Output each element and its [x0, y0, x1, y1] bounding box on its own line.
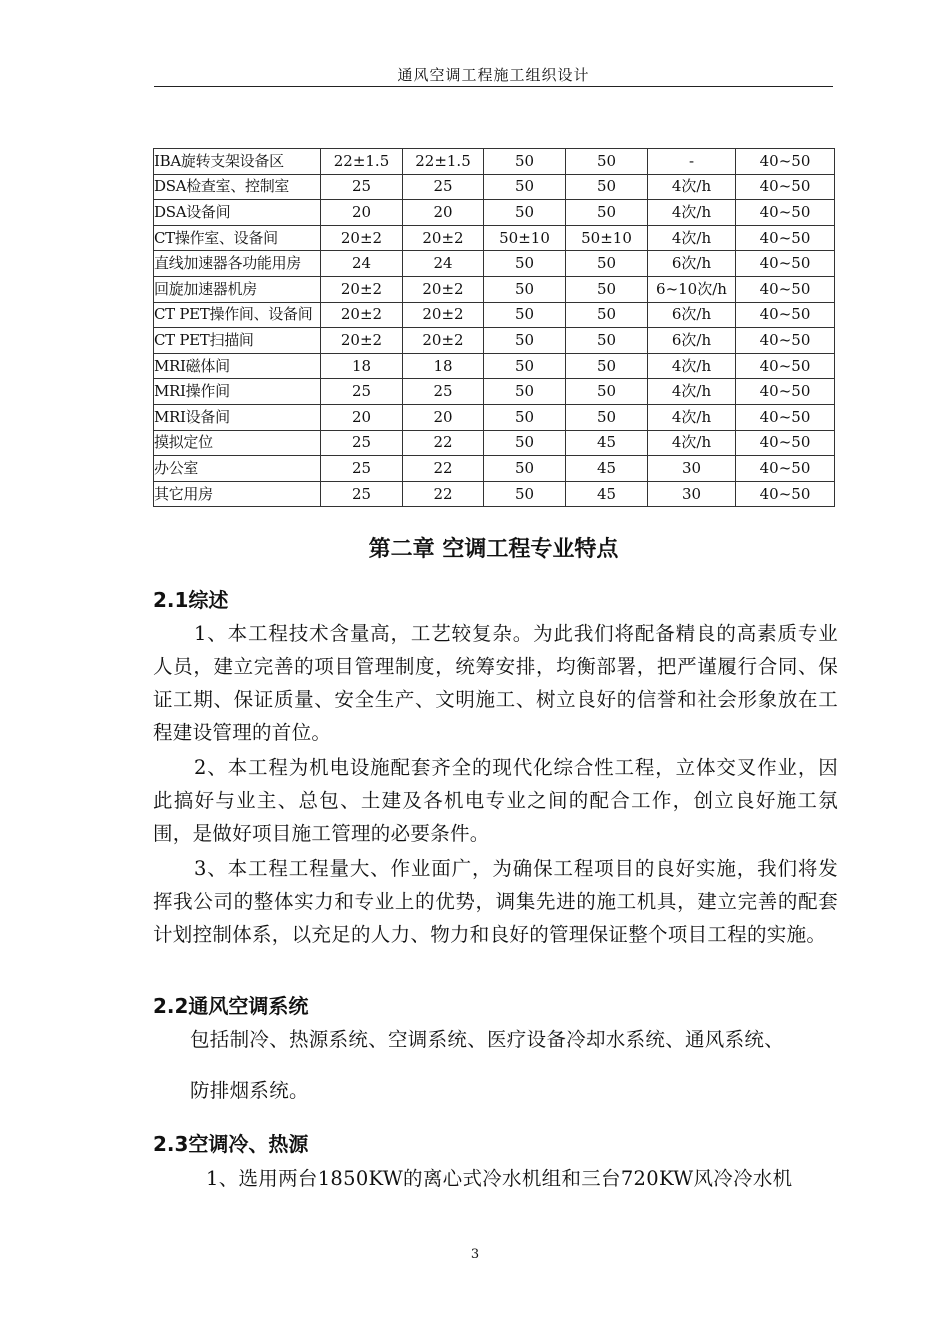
table-cell: 50	[484, 328, 566, 354]
table-cell: 20±2	[403, 328, 484, 354]
table-cell: 20±2	[321, 302, 403, 328]
table-cell: 25	[321, 174, 403, 200]
table-cell: 50	[566, 328, 648, 354]
source-line-1: 1、选用两台1850KW的离心式冷水机组和三台720KW风冷冷水机	[206, 1167, 793, 1190]
header-rule	[154, 86, 833, 87]
systems-line-2: 防排烟系统。	[190, 1079, 309, 1102]
table-cell: 4次/h	[648, 430, 736, 456]
table-cell: 4次/h	[648, 353, 736, 379]
table-cell: 40~50	[736, 251, 835, 277]
table-cell: 50	[484, 430, 566, 456]
table-cell: 25	[321, 456, 403, 482]
table-cell: 40~50	[736, 481, 835, 507]
table-row	[154, 353, 835, 379]
table-cell: 20	[403, 200, 484, 226]
table-cell: 45	[566, 481, 648, 507]
table-cell: -	[648, 149, 736, 175]
table-cell: 22	[403, 481, 484, 507]
table-cell: 20	[321, 200, 403, 226]
table-body	[154, 149, 835, 507]
table-row	[154, 328, 835, 354]
table-cell: 22±1.5	[321, 149, 403, 175]
room-name-cell: MRI磁体间	[154, 353, 321, 379]
table-cell: 50	[566, 353, 648, 379]
table-cell: 4次/h	[648, 225, 736, 251]
chapter-title: 第二章 空调工程专业特点	[368, 537, 619, 562]
table-cell: 50	[566, 404, 648, 430]
table-cell: 50	[566, 379, 648, 405]
table-cell: 50	[484, 404, 566, 430]
table-cell: 40~50	[736, 225, 835, 251]
paragraph-2: 2、本工程为机电设施配套齐全的现代化综合性工程，立体交叉作业，因此搞好与业主、总包、土建及各机电专业之间的配合工作，创立良好施工氛围，是做好项目施工管理的必要条件。	[153, 756, 838, 845]
table-row	[154, 379, 835, 405]
table-cell: 50	[566, 302, 648, 328]
table-row	[154, 251, 835, 277]
table-cell: 22	[403, 430, 484, 456]
table-cell: 6次/h	[648, 328, 736, 354]
table-cell: 40~50	[736, 302, 835, 328]
table-cell: 20±2	[403, 276, 484, 302]
table-cell: 50	[566, 251, 648, 277]
table-cell: 18	[321, 353, 403, 379]
table-row	[154, 276, 835, 302]
table-cell: 20	[403, 404, 484, 430]
table-cell: 50	[484, 353, 566, 379]
table-cell: 25	[321, 481, 403, 507]
table-cell: 50	[484, 174, 566, 200]
table-cell: 50	[566, 174, 648, 200]
table-row	[154, 430, 835, 456]
table-cell: 40~50	[736, 276, 835, 302]
table-cell: 50	[484, 481, 566, 507]
table-cell: 22±1.5	[403, 149, 484, 175]
table-cell: 40~50	[736, 456, 835, 482]
table-cell: 25	[321, 379, 403, 405]
table-cell: 50	[484, 456, 566, 482]
paragraph-3: 3、本工程工程量大、作业面广，为确保工程项目的良好实施，我们将发挥我公司的整体实力和专业上的优势，调集先进的施工机具，建立完善的配套计划控制体系，以充足的人力、物力和良好的管理保证整个项目工程的实施。	[153, 857, 838, 946]
table-cell: 40~50	[736, 404, 835, 430]
table-row	[154, 225, 835, 251]
room-name-cell: DSA设备间	[154, 200, 321, 226]
table-cell: 45	[566, 456, 648, 482]
table-cell: 50	[484, 200, 566, 226]
table-row	[154, 456, 835, 482]
table-cell: 50	[484, 276, 566, 302]
table-row	[154, 404, 835, 430]
table-row	[154, 174, 835, 200]
table-cell: 30	[648, 481, 736, 507]
systems-line-1: 包括制冷、热源系统、空调系统、医疗设备冷却水系统、通风系统、	[190, 1028, 785, 1051]
table-cell: 20±2	[403, 302, 484, 328]
table-cell: 45	[566, 430, 648, 456]
table-row	[154, 302, 835, 328]
table-cell: 25	[321, 430, 403, 456]
table-cell: 20±2	[321, 276, 403, 302]
table-cell: 50±10	[566, 225, 648, 251]
table-cell: 40~50	[736, 379, 835, 405]
table-cell: 40~50	[736, 174, 835, 200]
table-cell: 4次/h	[648, 174, 736, 200]
table-cell: 50	[484, 302, 566, 328]
table-cell: 4次/h	[648, 379, 736, 405]
section-heading-2-3: 2.3空调冷、热源	[153, 1132, 309, 1156]
table-cell: 20	[321, 404, 403, 430]
table-cell: 24	[403, 251, 484, 277]
room-name-cell: CT PET操作间、设备间	[154, 302, 321, 328]
page-number: 3	[470, 1247, 480, 1262]
table-row	[154, 200, 835, 226]
table-cell: 20±2	[403, 225, 484, 251]
table-cell: 40~50	[736, 430, 835, 456]
table-cell: 6~10次/h	[648, 276, 736, 302]
table-cell: 4次/h	[648, 404, 736, 430]
table-cell: 50	[484, 379, 566, 405]
table-cell: 20±2	[321, 328, 403, 354]
room-name-cell: 直线加速器各功能用房	[154, 251, 321, 277]
room-name-cell: IBA旋转支架设备区	[154, 149, 321, 175]
room-name-cell: DSA检查室、控制室	[154, 174, 321, 200]
table-cell: 22	[403, 456, 484, 482]
page-header-title: 通风空调工程施工组织设计	[397, 66, 590, 84]
table-cell: 25	[403, 379, 484, 405]
table-cell: 40~50	[736, 149, 835, 175]
table-cell: 50	[484, 251, 566, 277]
room-name-cell: 摸拟定位	[154, 430, 321, 456]
table-cell: 30	[648, 456, 736, 482]
table-cell: 18	[403, 353, 484, 379]
room-name-cell: CT操作室、设备间	[154, 225, 321, 251]
table-row	[154, 481, 835, 507]
room-name-cell: 回旋加速器机房	[154, 276, 321, 302]
table-cell: 24	[321, 251, 403, 277]
table-cell: 50	[566, 149, 648, 175]
table-row	[154, 149, 835, 175]
table-cell: 40~50	[736, 328, 835, 354]
table-cell: 6次/h	[648, 302, 736, 328]
room-name-cell: MRI操作间	[154, 379, 321, 405]
table-cell: 6次/h	[648, 251, 736, 277]
table-cell: 50±10	[484, 225, 566, 251]
room-name-cell: CT PET扫描间	[154, 328, 321, 354]
room-name-cell: 办公室	[154, 456, 321, 482]
table-cell: 50	[566, 200, 648, 226]
room-name-cell: 其它用房	[154, 481, 321, 507]
paragraph-1: 1、本工程技术含量高，工艺较复杂。为此我们将配备精良的高素质专业人员，建立完善的项目管理制度，统筹安排，均衡部署，把严谨履行合同、保证工期、保证质量、安全生产、文明施工、树立良好的信誉和社会形象放在工程建设管理的首位。	[153, 622, 838, 744]
table-cell: 25	[403, 174, 484, 200]
parameter-table	[153, 148, 835, 507]
table-cell: 4次/h	[648, 200, 736, 226]
table-cell: 50	[484, 149, 566, 175]
table-cell: 20±2	[321, 225, 403, 251]
table-cell: 40~50	[736, 200, 835, 226]
table-cell: 40~50	[736, 353, 835, 379]
section-heading-2-1: 2.1综述	[153, 588, 229, 612]
room-name-cell: MRI设备间	[154, 404, 321, 430]
table-cell: 50	[566, 276, 648, 302]
section-heading-2-2: 2.2通风空调系统	[153, 994, 309, 1018]
